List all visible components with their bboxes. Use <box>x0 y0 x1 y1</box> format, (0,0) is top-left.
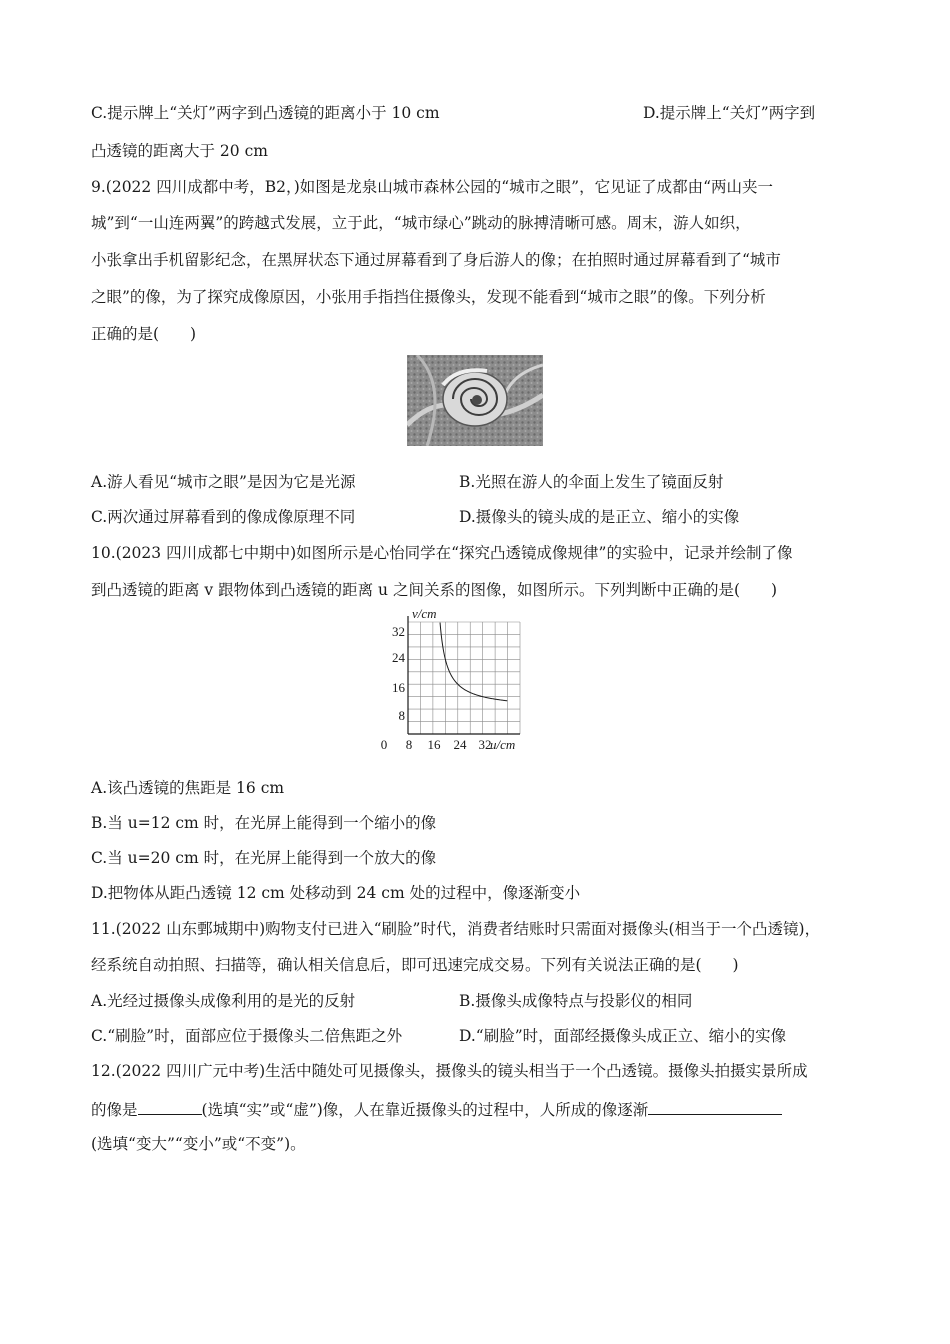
y-tick-24: 24 <box>392 650 405 665</box>
y-axis-label: v/cm <box>412 606 437 621</box>
v-u-graph <box>360 604 570 764</box>
q11-option-d: D.“刷脸”时，面部经摄像头成正立、缩小的实像 <box>459 1027 787 1045</box>
q12-stem-line-3: (选填“变大”“变小”或“不变”)。 <box>91 1135 306 1153</box>
q12-text-a: 的像是 <box>91 1101 138 1119</box>
q10-stem-line-2: 到凸透镜的距离 v 跟物体到凸透镜的距离 u 之间关系的图像，如图所示。下列判断中正确的是( ) <box>91 581 778 599</box>
x-tick-32: 32 <box>478 737 492 752</box>
q9-stem-line-5: 正确的是( ) <box>91 325 197 343</box>
x-tick-0: 0 <box>380 737 388 752</box>
q9-option-b: B.光照在游人的伞面上发生了镜面反射 <box>459 473 724 491</box>
q9-stem-line-3: 小张拿出手机留影纪念，在黑屏状态下通过屏幕看到了身后游人的像；在拍照时通过屏幕看到了“城市 <box>91 251 781 269</box>
q11-option-a: A.光经过摄像头成像利用的是光的反射 <box>91 992 356 1010</box>
q12-text-b: (选填“实”或“虚”)像，人在靠近摄像头的过程中，人所成的像逐渐 <box>201 1101 649 1119</box>
q9-option-a: A.游人看见“城市之眼”是因为它是光源 <box>91 473 356 491</box>
q8-option-d-part2: 凸透镜的距离大于 20 cm <box>91 142 268 160</box>
q11-option-b: B.摄像头成像特点与投影仪的相同 <box>459 992 693 1010</box>
q11-option-c: C.“刷脸”时，面部应位于摄像头二倍焦距之外 <box>91 1027 403 1045</box>
q9-option-d: D.摄像头的镜头成的是正立、缩小的实像 <box>459 508 740 526</box>
x-tick-8: 8 <box>405 737 413 752</box>
answer-blank-2[interactable] <box>648 1098 782 1115</box>
x-tick-24: 24 <box>453 737 467 752</box>
graph-grid <box>408 622 520 734</box>
q10-option-b: B.当 u=12 cm 时，在光屏上能得到一个缩小的像 <box>91 814 437 832</box>
q12-stem-line-2 <box>91 1098 782 1120</box>
q9-stem-line-2: 城”到“一山连两翼”的跨越式发展，立于此，“城市绿心”跳动的脉搏清晰可感。周末，游人如织， <box>91 214 751 232</box>
q10-option-c: C.当 u=20 cm 时，在光屏上能得到一个放大的像 <box>91 849 437 867</box>
y-tick-16: 16 <box>392 680 405 695</box>
city-eye-photo <box>407 355 543 446</box>
q11-stem-line-1: 11.(2022 山东鄄城期中)购物支付已进入“刷脸”时代，消费者结账时只需面对摄像头(相当于一个凸透镜)， <box>91 920 821 938</box>
q11-stem-line-2: 经系统自动拍照、扫描等，确认相关信息后，即可迅速完成交易。下列有关说法正确的是( ) <box>91 956 739 974</box>
q9-stem-line-4: 之眼”的像，为了探究成像原因，小张用手指挡住摄像头，发现不能看到“城市之眼”的像。下列分析 <box>91 288 766 306</box>
y-tick-32: 32 <box>392 624 405 639</box>
q9-stem-line-1: 9.(2022 四川成都中考，B2，)如图是龙泉山城市森林公园的“城市之眼”，它见证了成都由“两山夹一 <box>91 178 774 196</box>
answer-blank-1[interactable] <box>138 1098 202 1115</box>
q10-option-a: A.该凸透镜的焦距是 16 cm <box>91 779 285 797</box>
q10-option-d: D.把物体从距凸透镜 12 cm 处移动到 24 cm 处的过程中，像逐渐变小 <box>91 884 581 902</box>
q12-stem-line-1: 12.(2022 四川广元中考)生活中随处可见摄像头，摄像头的镜头相当于一个凸透镜。摄像头拍摄实景所成 <box>91 1062 808 1080</box>
y-tick-8: 8 <box>398 708 405 723</box>
q8-option-c: C.提示牌上“关灯”两字到凸透镜的距离小于 10 cm <box>91 104 440 122</box>
q8-option-d-part1: D.提示牌上“关灯”两字到 <box>643 104 816 122</box>
x-axis-label: u/cm <box>490 737 516 752</box>
q9-option-c: C.两次通过屏幕看到的像成像原理不同 <box>91 508 356 526</box>
x-tick-16: 16 <box>427 737 441 752</box>
q10-stem-line-1: 10.(2023 四川成都七中期中)如图所示是心怡同学在“探究凸透镜成像规律”的实验中，记录并绘制了像 <box>91 544 793 562</box>
